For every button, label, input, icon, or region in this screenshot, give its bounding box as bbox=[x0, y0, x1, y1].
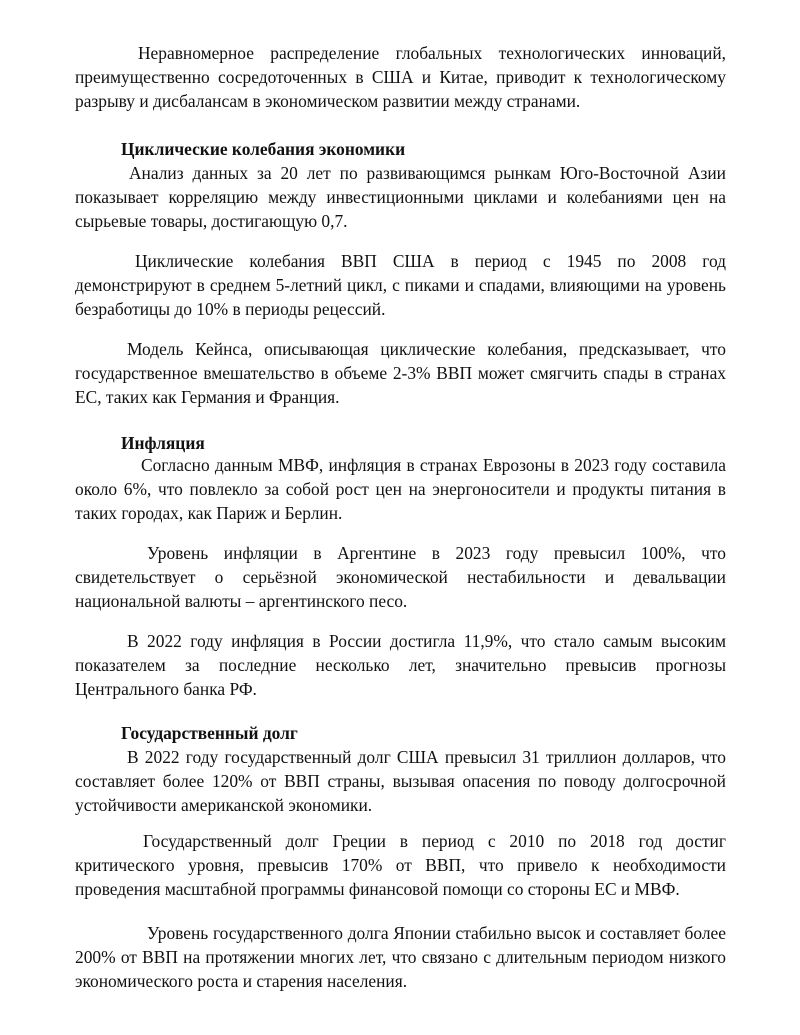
paragraph-cycles-1: Анализ данных за 20 лет по развивающимся рынкам Юго-Восточной Азии показывает корреляцию между инвестиционными циклами и колебаниями цен на сырьевые товары, достигающую 0,7. bbox=[75, 163, 726, 231]
paragraph-inflation-3: В 2022 году инфляция в России достигла 11,9%, что стало самым высоким показателем за последние несколько лет, значительно превысив прогнозы Центрального банка РФ. bbox=[75, 631, 726, 699]
paragraph-debt-1: В 2022 году государственный долг США превысил 31 триллион долларов, что составляет более 120% от ВВП страны, вызывая опасения по поводу долгосрочной устойчивости американской экономики. bbox=[75, 747, 726, 815]
section-heading-public-debt: Государственный долг bbox=[121, 723, 298, 743]
section-heading-inflation: Инфляция bbox=[121, 433, 205, 453]
paragraph-inflation-2: Уровень инфляции в Аргентине в 2023 году превысил 100%, что свидетельствует о серьёзной экономической нестабильности и девальвации национальной валюты – аргентинского песо. bbox=[75, 543, 726, 611]
intro-paragraph: Неравномерное распределение глобальных технологических инноваций, преимущественно сосредоточенных в США и Китае, приводит к технологическому разрыву и дисбалансам в экономическом развитии между странами. bbox=[75, 43, 726, 111]
paragraph-cycles-2: Циклические колебания ВВП США в период с 1945 по 2008 год демонстрируют в среднем 5-летний цикл, с пиками и спадами, влияющими на уровень безработицы до 10% в периоды рецессий. bbox=[75, 251, 726, 319]
paragraph-debt-2: Государственный долг Греции в период с 2010 по 2018 год достиг критического уровня, превысив 170% от ВВП, что привело к необходимости проведения масштабной программы финансовой помощи со стороны ЕС и МВФ. bbox=[75, 831, 726, 899]
paragraph-inflation-1: Согласно данным МВФ, инфляция в странах Еврозоны в 2023 году составила около 6%, что повлекло за собой рост цен на энергоносители и продукты питания в таких городах, как Париж и Берлин. bbox=[75, 455, 726, 523]
paragraph-cycles-3: Модель Кейнса, описывающая циклические колебания, предсказывает, что государственное вмешательство в объеме 2-3% ВВП может смягчить спады в странах ЕС, таких как Германия и Франция. bbox=[75, 339, 726, 407]
section-heading-economic-cycles: Циклические колебания экономики bbox=[121, 139, 406, 159]
paragraph-debt-3: Уровень государственного долга Японии стабильно высок и составляет более 200% от ВВП на протяжении многих лет, что связано с длительным периодом низкого экономического роста и старения населения. bbox=[75, 923, 726, 991]
